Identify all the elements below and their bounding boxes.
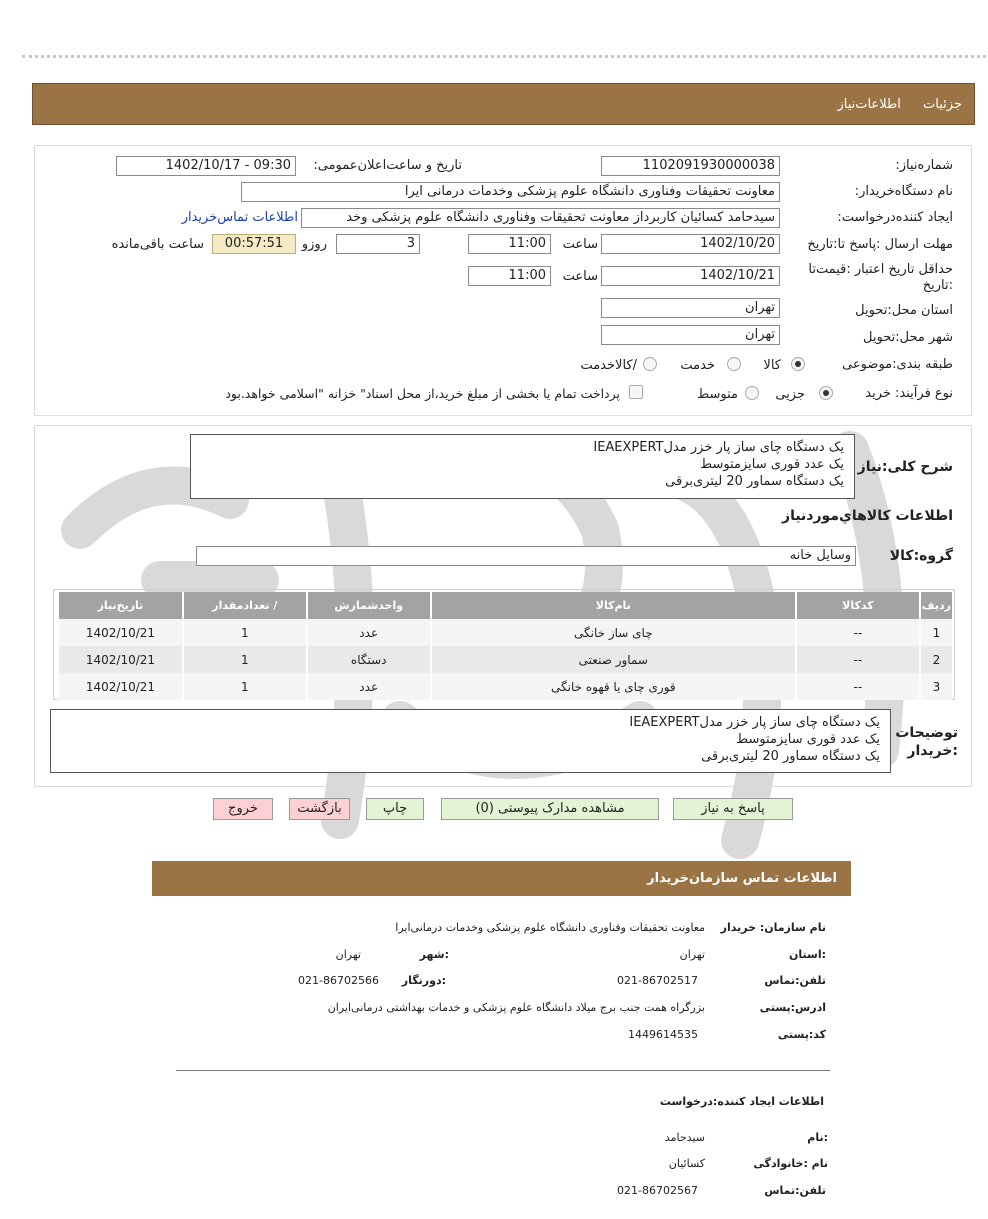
cell-code: --	[796, 673, 920, 700]
announce-label: تاریخ و ساعت‌اعلان‌عمومی:	[313, 158, 462, 173]
header-title: اطلاعات‌نیاز	[837, 97, 901, 112]
cell-row: 2	[920, 646, 952, 673]
contact-postal-label: کد:پستی	[777, 1028, 826, 1041]
cell-code: --	[796, 646, 920, 673]
col-date: تاریخ‌نیاز	[58, 592, 183, 619]
cell-qty: 1	[183, 646, 307, 673]
category-both-label: /کالاخدمت	[580, 358, 637, 373]
table-row	[58, 673, 952, 700]
col-unit: واحدشمارش	[307, 592, 431, 619]
send-deadline-time: 11:00	[468, 234, 551, 254]
col-code: کدکالا	[796, 592, 920, 619]
table-row	[58, 646, 952, 673]
validity-time-label: ساعت	[562, 269, 598, 284]
validity-time: 11:00	[468, 266, 551, 286]
need-number-label: شماره‌نیاز:	[895, 158, 953, 173]
cell-name: قوری چای یا قهوه خانگی	[431, 673, 796, 700]
send-time-label: ساعت	[562, 237, 598, 252]
province-field: تهران	[601, 298, 780, 318]
process-partial-label: جزیی	[775, 387, 805, 402]
cell-qty: 1	[183, 619, 307, 646]
days-label: روزو	[301, 237, 327, 252]
contact-phone-value: 021-86702517	[617, 974, 698, 987]
cell-name: چای ساز خانگی	[431, 619, 796, 646]
cell-qty: 1	[183, 673, 307, 700]
page-header	[32, 83, 975, 125]
exit-button[interactable]: خروج	[213, 798, 273, 820]
table-row	[58, 619, 952, 646]
goods-group-field: وسایل خانه	[196, 546, 856, 566]
contact-fax-value: 021-86702566	[298, 974, 379, 987]
category-service-radio[interactable]	[727, 357, 741, 371]
creator-name-value: سیدحامد	[664, 1131, 705, 1144]
contact-province-value: تهران	[679, 948, 705, 961]
creator-phone-label: تلفن:تماس	[764, 1184, 826, 1197]
buyer-notes-label-1: توضیحات	[895, 725, 958, 741]
contact-address-label: ادرس:پستی	[759, 1001, 826, 1014]
goods-info-label: اطلاعات کالاهاي‌موردنياز	[782, 508, 953, 524]
items-table	[57, 592, 952, 700]
treasury-payment-checkbox[interactable]	[629, 385, 643, 399]
summary-box	[190, 434, 855, 499]
contact-address-value: بزرگراه همت جنب برج میلاد دانشگاه علوم پزشکی و خدمات بهداشتی درمانی‌ایران	[327, 1001, 705, 1014]
remaining-label: ساعت باقی‌مانده	[111, 237, 204, 252]
cell-unit: دستگاه	[307, 646, 431, 673]
notes-line-3: یک دستگاه سماور 20 لیتری‌برقی	[701, 749, 880, 764]
cell-date: 1402/10/21	[58, 619, 183, 646]
buyer-org-field: معاونت تحقیقات وفناوری دانشگاه علوم پزشکی وخدمات درمانی ایرا	[241, 182, 780, 202]
contact-org-label: نام سازمان: خریدار	[720, 921, 826, 934]
buyer-notes-box	[50, 709, 891, 773]
print-button[interactable]: چاپ	[366, 798, 424, 820]
top-divider	[22, 55, 986, 58]
cell-unit: عدد	[307, 619, 431, 646]
need-number-field: 1102091930000038	[601, 156, 780, 176]
cell-row: 3	[920, 673, 952, 700]
creator-family-value: کسائیان	[668, 1157, 705, 1170]
category-goods-label: کالا	[763, 358, 781, 373]
creator-phone-value: 021-86702567	[617, 1184, 698, 1197]
process-medium-radio[interactable]	[745, 386, 759, 400]
cell-unit: عدد	[307, 673, 431, 700]
buyer-notes-label-2: :خریدار	[907, 743, 958, 759]
notes-line-2: یک عدد قوری سایزمتوسط	[736, 732, 880, 747]
summary-line-2: یک عدد قوری سایزمتوسط	[700, 457, 844, 472]
contact-province-label: :استان	[789, 948, 826, 961]
announce-field: 1402/10/17 - 09:30	[116, 156, 296, 176]
summary-line-1: یک دستگاه چای ساز پار خزر مدلIEAEXPERT	[593, 440, 844, 455]
city-label: شهر محل:تحویل	[863, 330, 953, 345]
cell-code: --	[796, 619, 920, 646]
attachments-button[interactable]: مشاهده مدارک پیوستی (0)	[441, 798, 659, 820]
cell-row: 1	[920, 619, 952, 646]
send-deadline-date: 1402/10/20	[601, 234, 780, 254]
category-service-label: خدمت	[680, 358, 715, 373]
category-goods-radio[interactable]	[791, 357, 805, 371]
contact-phone-label: تلفن:تماس	[764, 974, 826, 987]
province-label: استان محل:تحویل	[855, 303, 953, 318]
summary-line-3: یک دستگاه سماور 20 لیتری‌برقی	[665, 474, 844, 489]
days-field: 3	[336, 234, 420, 254]
process-label: نوع فرآیند: خرید	[865, 386, 953, 401]
category-label: طبقه بندی:موضوعی	[842, 357, 953, 372]
goods-group-label: گروه:کالا	[889, 548, 953, 564]
contact-postal-value: 1449614535	[628, 1028, 698, 1041]
col-name: نام‌کالا	[431, 592, 796, 619]
validity-label-1: حداقل تاریخ اعتبار :قیمت‌تا	[808, 262, 953, 277]
contact-separator	[176, 1070, 830, 1071]
summary-label: شرح کلی:نیاز	[857, 459, 953, 475]
contact-org-value: معاونت تحقیقات وفناوری دانشگاه علوم پزشکی وخدمات درمانی‌ایرا	[395, 921, 705, 934]
contact-fax-label: :دورنگار	[401, 974, 446, 987]
creator-field: سیدحامد کسائیان کاربرداز معاونت تحقیقات وفناوری دانشگاه علوم پزشکی وخد	[301, 208, 780, 228]
remaining-timer: 00:57:51	[212, 234, 296, 254]
contact-city-value: تهران	[335, 948, 361, 961]
contact-city-label: :شهر	[419, 948, 449, 961]
buyer-org-label: نام دستگاه‌خریدار:	[854, 184, 953, 199]
buyer-contact-link[interactable]: اطلاعات تماس‌خریدار	[181, 210, 298, 225]
creator-info-title: اطلاعات ایجاد کننده:درخواست	[659, 1095, 824, 1108]
cell-name: سماور صنعتی	[431, 646, 796, 673]
process-medium-label: متوسط	[697, 387, 738, 402]
creator-label: ایجاد کننده‌درخواست:	[837, 210, 953, 225]
contact-header: اطلاعات تماس سازمان‌خریدار	[152, 861, 851, 896]
col-row: ردیف	[920, 592, 952, 619]
city-field: تهران	[601, 325, 780, 345]
creator-name-label: :نام	[807, 1131, 828, 1144]
col-qty: / تعدادمقدار	[183, 592, 307, 619]
treasury-payment-note: پرداخت تمام یا بخشی از مبلغ خرید،از محل اسناد" خزانه "اسلامی خواهد.بود	[225, 386, 620, 401]
cell-date: 1402/10/21	[58, 673, 183, 700]
validity-label-2: :تاریخ	[922, 278, 953, 293]
back-button[interactable]: بازگشت	[289, 798, 350, 820]
send-deadline-label: مهلت ارسال :پاسخ تا:تاریخ	[807, 237, 953, 252]
category-both-radio[interactable]	[643, 357, 657, 371]
header-details-link[interactable]: جزئیات	[923, 97, 962, 112]
validity-date: 1402/10/21	[601, 266, 780, 286]
process-partial-radio[interactable]	[819, 386, 833, 400]
reply-button[interactable]: پاسخ به نیاز	[673, 798, 793, 820]
creator-family-label: نام :خانوادگی	[753, 1157, 828, 1170]
cell-date: 1402/10/21	[58, 646, 183, 673]
notes-line-1: یک دستگاه چای ساز پار خزر مدلIEAEXPERT	[629, 715, 880, 730]
